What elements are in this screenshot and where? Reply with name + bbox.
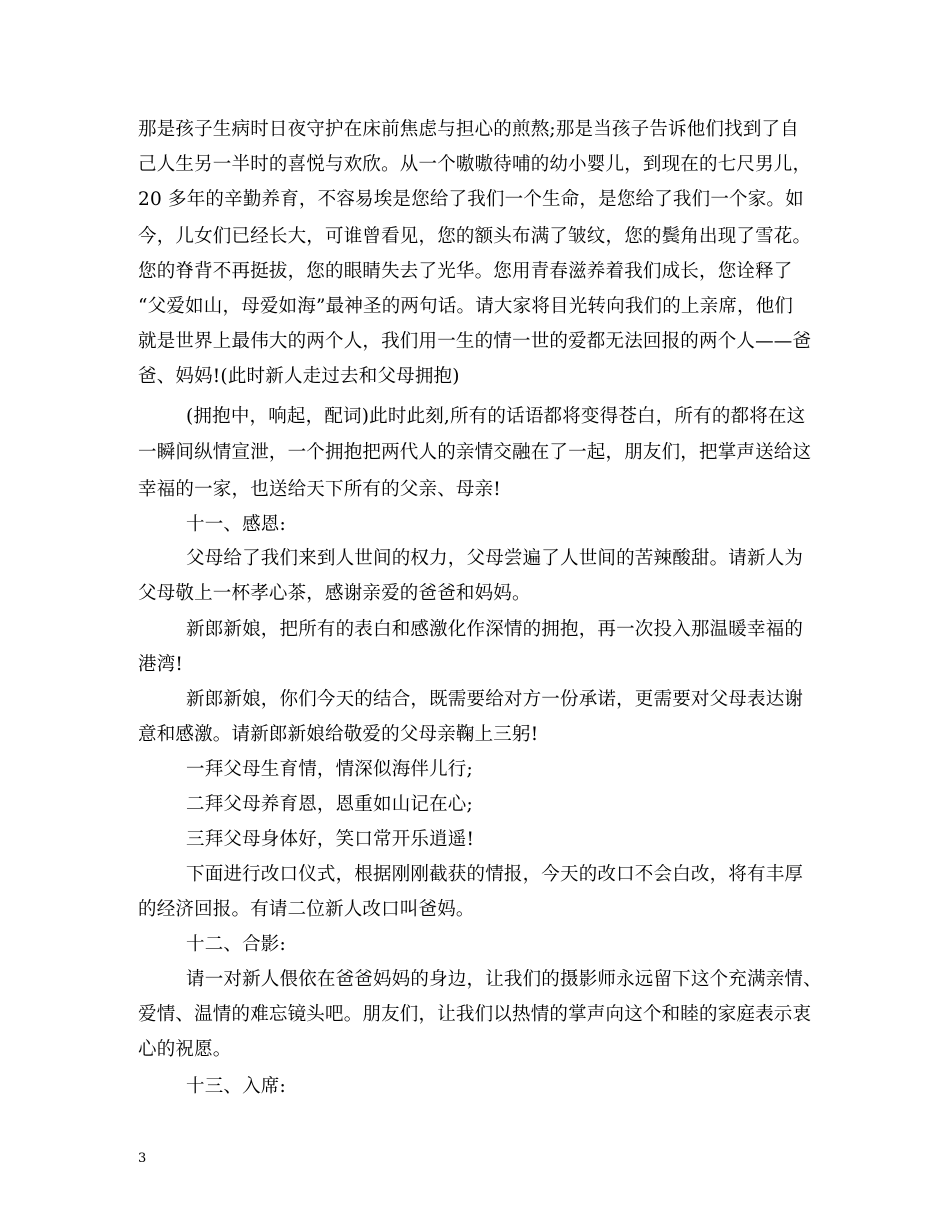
text-line: 父母敬上一杯孝心茶，感谢亲爱的爸爸和妈妈。: [138, 583, 531, 604]
text-line: 幸福的一家，也送给天下所有的父亲、母亲!: [138, 479, 501, 500]
text-line: 新郎新娘，你们今天的结合，既需要给对方一份承诺，更需要对父母表达谢: [186, 689, 804, 710]
text-line: 三拜父母身体好，笑口常开乐逍遥!: [186, 829, 475, 850]
text-line: 父母给了我们来到人世间的权力，父母尝遍了人世间的苦辣酸甜。请新人为: [186, 548, 804, 569]
section-heading: 十二、合影:: [186, 934, 286, 955]
text-line: 二拜父母养育恩，恩重如山记在心;: [186, 794, 473, 815]
text-line: 您的脊背不再挺拔，您的眼睛失去了光华。您用青春滋养着我们成长，您诠释了: [138, 261, 793, 282]
text-line: 下面进行改口仪式，根据刚刚截获的情报，今天的改口不会白改，将有丰厚: [186, 864, 804, 885]
text-line: 的经济回报。有请二位新人改口叫爸妈。: [138, 899, 475, 920]
page-number: 3: [138, 1151, 147, 1166]
text-line: 一拜父母生育情，情深似海伴儿行;: [186, 759, 473, 780]
text-line: (拥抱中，响起，配词)此时此刻,所有的话语都将变得苍白，所有的都将在这: [186, 406, 806, 427]
text-line: 心的祝愿。: [138, 1039, 232, 1060]
text-line: 己人生另一半时的喜悦与欢欣。从一个嗷嗷待哺的幼小婴儿，到现在的七尺男儿，: [138, 154, 812, 175]
text-line: 那是孩子生病时日夜守护在床前焦虑与担心的煎熬;那是当孩子告诉他们找到了自: [138, 119, 799, 140]
text-line: 爱情、温情的难忘镜头吧。朋友们，让我们以热情的掌声向这个和睦的家庭表示衷: [138, 1004, 812, 1025]
text-line: 就是世界上最伟大的两个人，我们用一生的情一世的爱都无法回报的两个人——爸: [138, 331, 812, 352]
text-line: 20 多年的辛勤养育，不容易埃是您给了我们一个生命，是您给了我们一个家。如: [138, 189, 804, 210]
text-line: 爸、妈妈!(此时新人走过去和父母拥抱): [138, 366, 460, 387]
text-line: 今，儿女们已经长大，可谁曾看见，您的额头布满了皱纹，您的鬓角出现了雪花。: [138, 226, 812, 247]
text-line: 请一对新人偎依在爸爸妈妈的身边，让我们的摄影师永远留下这个充满亲情、: [186, 969, 822, 990]
text-line: 意和感激。请新郎新娘给敬爱的父母亲鞠上三躬!: [138, 724, 539, 745]
section-heading: 十三、入席:: [186, 1076, 286, 1097]
text-line: 港湾!: [138, 654, 184, 675]
section-heading: 十一、感恩:: [186, 514, 286, 535]
text-line: 一瞬间纵情宣泄，一个拥抱把两代人的亲情交融在了一起，朋友们，把掌声送给这: [138, 442, 812, 463]
text-line: “父爱如山，母爱如海”最神圣的两句话。请大家将目光转向我们的上亲席，他们: [138, 296, 794, 317]
text-line: 新郎新娘，把所有的表白和感激化作深情的拥抱，再一次投入那温暖幸福的: [186, 619, 804, 640]
